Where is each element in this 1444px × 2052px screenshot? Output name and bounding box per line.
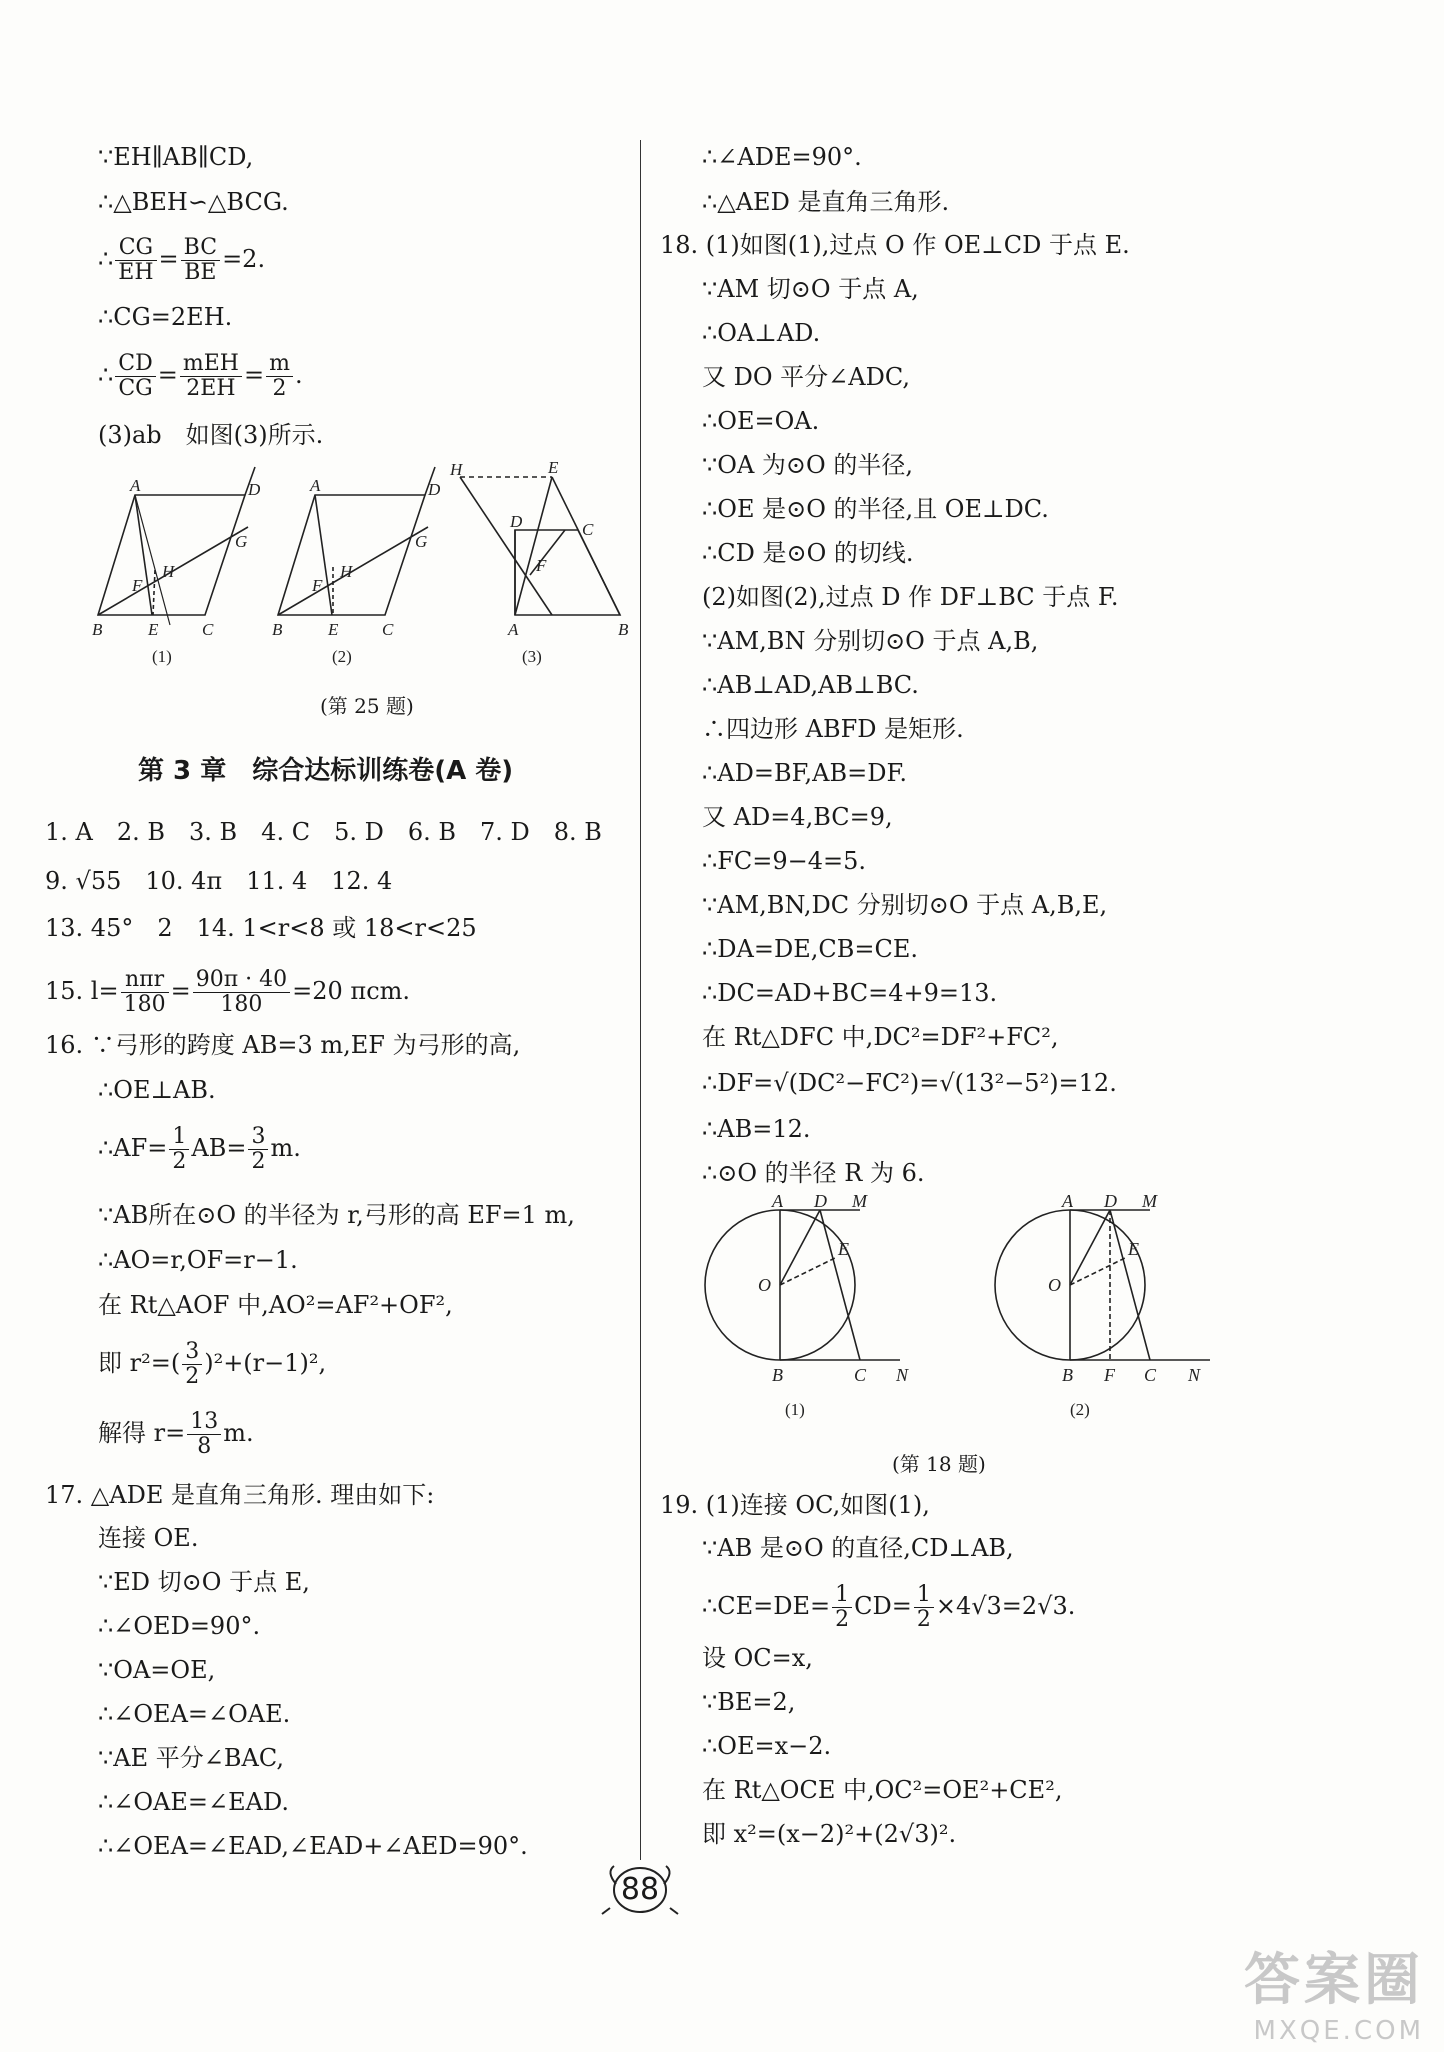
svg-text:D: D <box>428 480 441 499</box>
svg-text:D: D <box>814 1195 827 1211</box>
fraction: $\frac{CD}{CG}$ <box>115 352 155 401</box>
text-line: ∵AM,BN 分别切⊙O 于点 A,B, <box>702 627 1039 655</box>
svg-text:H: H <box>450 460 463 479</box>
fraction: $\frac{3}{2}$ <box>182 1340 202 1389</box>
text-line: ∴OA⊥AD. <box>702 319 821 347</box>
text-line: (3)ab 如图(3)所示. <box>98 421 324 449</box>
answer-line: 1. A 2. B 3. B 4. C 5. D 6. B 7. D 8. B <box>45 818 602 846</box>
svg-text:C: C <box>582 520 594 539</box>
figure-label: (1) <box>152 647 172 666</box>
text-line: 设 OC=x, <box>702 1644 813 1672</box>
text-line: ∵AM,BN,DC 分别切⊙O 于点 A,B,E, <box>702 891 1108 919</box>
column-divider <box>640 140 641 1860</box>
text-line: ∴四边形 ABFD 是矩形. <box>702 715 964 743</box>
svg-text:H: H <box>162 562 175 581</box>
svg-text:C: C <box>854 1365 867 1385</box>
svg-text:G: G <box>235 532 248 551</box>
text-line: ∴DA=DE,CB=CE. <box>702 935 918 963</box>
chapter-title: 第 3 章 综合达标训练卷(A 卷) <box>138 756 514 786</box>
text-line: 又 DO 平分∠ADC, <box>702 363 910 391</box>
figure-label: (2) <box>1070 1400 1090 1419</box>
text-line: ∵OA=OE, <box>98 1656 216 1684</box>
text-line: ∵EH∥AB∥CD, <box>98 143 254 171</box>
svg-text:E: E <box>328 620 339 639</box>
svg-text:B: B <box>1062 1365 1073 1385</box>
svg-text:F: F <box>312 576 323 595</box>
svg-text:C: C <box>382 620 394 639</box>
svg-text:B: B <box>92 620 103 639</box>
figure-label: (2) <box>332 647 352 666</box>
text-line: ∵BE=2, <box>702 1688 796 1716</box>
fraction-line: 解得 r= $\frac{13}{8}$ m. <box>98 1409 254 1459</box>
svg-text:H: H <box>340 562 353 581</box>
text-line: ∵AB 是⊙O 的直径,CD⊥AB, <box>702 1534 1014 1562</box>
svg-text:A: A <box>772 1195 783 1211</box>
fraction-line: ∴ $\frac{CD}{CG}$ = $\frac{\text{mEH}}{2EH}$ = $\frac{m}{2}$ . <box>98 351 303 401</box>
svg-text:B: B <box>272 620 283 639</box>
fraction-line: ∴AF= $\frac{1}{2}$ AB= $\frac{3}{2}$ m. <box>98 1124 301 1174</box>
text-line: ∴AO=r,OF=r−1. <box>98 1246 298 1274</box>
fraction-line: 15. l= $\frac{\text{nπr}}{180}$ = $\frac{90\pi \cdot 40}{180}$ =20 πcm. <box>45 967 411 1017</box>
text-line: 又 AD=4,BC=9, <box>702 803 893 831</box>
figure-label: (1) <box>785 1400 805 1419</box>
fraction: $\frac{\text{mEH}}{2EH}$ <box>180 352 242 401</box>
figure-label: (3) <box>522 647 542 666</box>
svg-text:N: N <box>896 1365 909 1385</box>
fraction-line: ∴ $\frac{CG}{EH}$ = $\frac{BC}{BE}$ =2. <box>98 235 266 285</box>
fraction: $\frac{CG}{EH}$ <box>115 236 156 285</box>
text-line: ∵AM 切⊙O 于点 A, <box>702 275 919 303</box>
text-line: ∴DF=√(DC²−FC²)=√(13²−5²)=12. <box>702 1069 1117 1097</box>
text-line: ∴∠OAE=∠EAD. <box>98 1788 289 1816</box>
svg-text:M: M <box>1142 1195 1157 1211</box>
text-line: ∴FC=9−4=5. <box>702 847 867 875</box>
figure-caption: (第 25 题) <box>320 694 414 718</box>
text-line: ∴AD=BF,AB=DF. <box>702 759 907 787</box>
answer-line: 17. △ADE 是直角三角形. 理由如下: <box>45 1481 435 1509</box>
svg-text:A: A <box>1062 1195 1073 1211</box>
text-line: 连接 OE. <box>98 1524 199 1552</box>
text-line: ∴DC=AD+BC=4+9=13. <box>702 979 998 1007</box>
svg-text:A: A <box>310 476 321 495</box>
fraction: $\frac{3}{2}$ <box>248 1125 268 1174</box>
text-line: ∵OA 为⊙O 的半径, <box>702 451 913 479</box>
svg-text:E: E <box>548 458 559 477</box>
svg-text:A: A <box>130 476 141 495</box>
text-line: 即 x²=(x−2)²+(2√3)². <box>702 1820 957 1848</box>
svg-text:C: C <box>1144 1365 1157 1385</box>
text-line: ∴△BEH∽△BCG. <box>98 188 289 216</box>
fraction: $\frac{m}{2}$ <box>266 352 293 401</box>
fraction: $\frac{\text{nπr}}{180}$ <box>121 968 169 1017</box>
figure-caption: (第 18 题) <box>892 1452 986 1476</box>
svg-text:O: O <box>1048 1275 1061 1295</box>
svg-text:F: F <box>132 576 143 595</box>
svg-text:N: N <box>1188 1365 1201 1385</box>
answer-line: 9. √55 10. 4π 11. 4 12. 4 <box>45 867 393 895</box>
svg-text:M: M <box>852 1195 867 1211</box>
text-line: ∴AB⊥AD,AB⊥BC. <box>702 671 919 699</box>
page-number: 88 <box>600 1860 680 1920</box>
svg-text:D: D <box>248 480 261 499</box>
answer-line: 18. (1)如图(1),过点 O 作 OE⊥CD 于点 E. <box>660 231 1130 259</box>
text-line: ∴OE 是⊙O 的半径,且 OE⊥DC. <box>702 495 1049 523</box>
text-line: 在 Rt△OCE 中,OC²=OE²+CE², <box>702 1776 1063 1804</box>
svg-text:E: E <box>148 620 159 639</box>
text-line: ∴CD 是⊙O 的切线. <box>702 539 914 567</box>
figure-18 <box>670 1195 1230 1425</box>
text-line: (2)如图(2),过点 D 作 DF⊥BC 于点 F. <box>702 583 1119 611</box>
svg-text:O: O <box>758 1275 771 1295</box>
text-line: ∴AB=12. <box>702 1115 811 1143</box>
text-line: ∵AB所在⊙O 的半径为 r,弓形的高 EF=1 m, <box>98 1201 575 1229</box>
figure-25 <box>90 455 650 675</box>
svg-text:B: B <box>772 1365 783 1385</box>
text-line: ∴OE⊥AB. <box>98 1076 216 1104</box>
text-line: ∴∠OED=90°. <box>98 1612 261 1640</box>
fraction-line: ∴CE=DE= $\frac{1}{2}$ CD= $\frac{1}{2}$ ×4√3=2√3. <box>702 1582 1076 1632</box>
svg-text:A: A <box>508 620 519 639</box>
fraction-line: 即 r²=( $\frac{3}{2}$ )²+(r−1)², <box>98 1339 327 1389</box>
fraction: $\frac{BC}{BE}$ <box>181 236 220 285</box>
svg-text:D: D <box>1104 1195 1117 1211</box>
text-line: ∵AE 平分∠BAC, <box>98 1744 284 1772</box>
text-line: ∴∠OEA=∠EAD,∠EAD+∠AED=90°. <box>98 1832 528 1860</box>
text-line: ∴∠ADE=90°. <box>702 143 862 171</box>
text-line: ∴CG=2EH. <box>98 303 233 331</box>
fraction: $\frac{1}{2}$ <box>832 1583 852 1632</box>
svg-text:D: D <box>510 512 523 531</box>
text-line: ∴∠OEA=∠OAE. <box>98 1700 291 1728</box>
fraction: $\frac{90\pi \cdot 40}{180}$ <box>193 968 290 1017</box>
svg-text:F: F <box>536 556 547 575</box>
svg-text:G: G <box>415 532 428 551</box>
answer-line: 13. 45° 2 14. 1<r<8 或 18<r<25 <box>45 914 477 942</box>
text-line: 在 Rt△AOF 中,AO²=AF²+OF², <box>98 1291 453 1319</box>
answer-line: 19. (1)连接 OC,如图(1), <box>660 1491 930 1519</box>
text-line: ∵ED 切⊙O 于点 E, <box>98 1568 310 1596</box>
text-line: ∴△AED 是直角三角形. <box>702 188 950 216</box>
fraction: $\frac{13}{8}$ <box>187 1410 221 1459</box>
text-line: ∴OE=OA. <box>702 407 820 435</box>
text-line: 在 Rt△DFC 中,DC²=DF²+FC², <box>702 1023 1059 1051</box>
svg-text:E: E <box>838 1239 849 1259</box>
svg-text:E: E <box>1128 1239 1139 1259</box>
answer-line: 16. ∵弓形的跨度 AB=3 m,EF 为弓形的高, <box>45 1031 521 1059</box>
watermark-logo: 答案圈 MXQE.COM <box>1244 1948 1424 2046</box>
text-line: ∴⊙O 的半径 R 为 6. <box>702 1159 925 1187</box>
svg-text:C: C <box>202 620 214 639</box>
svg-text:F: F <box>1104 1365 1115 1385</box>
fraction: $\frac{1}{2}$ <box>914 1583 934 1632</box>
fraction: $\frac{1}{2}$ <box>169 1125 189 1174</box>
text-line: ∴OE=x−2. <box>702 1732 832 1760</box>
svg-text:B: B <box>618 620 629 639</box>
